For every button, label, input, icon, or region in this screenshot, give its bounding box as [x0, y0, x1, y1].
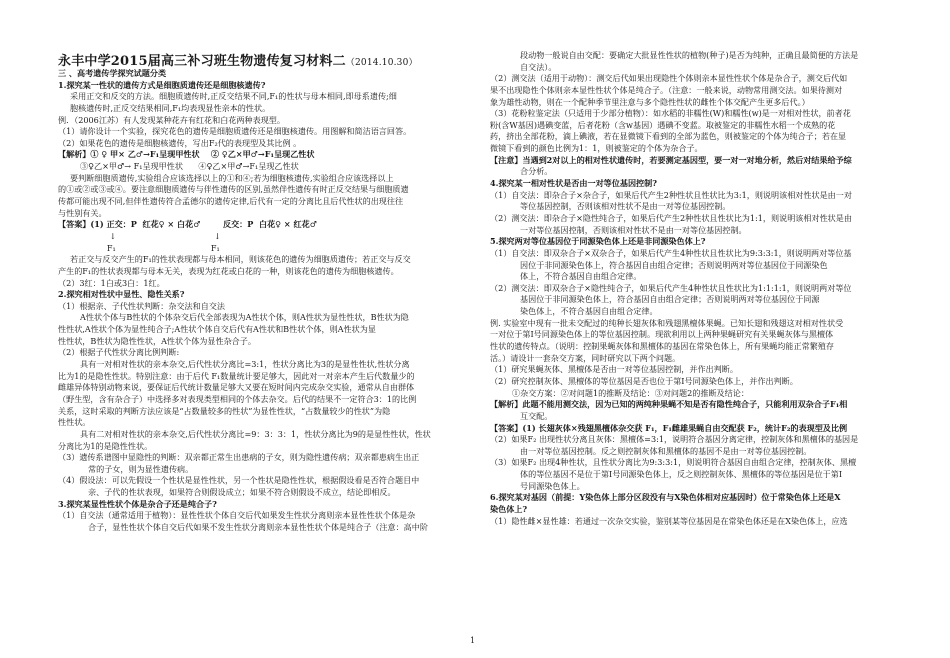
- text-line: （2）如果F₂ 出现性状分离且灰体：黑檀体=3:1，说明符合基因分离定律，控制灰体和黑檀体的基因是: [490, 434, 859, 445]
- right-text-block: [490, 50, 858, 527]
- text-line: ③♀乙×甲♂→ F₁呈现甲性状 ④♀乙×甲♂→F₁呈现乙性状: [80, 161, 299, 172]
- text-line: （2）测交法（适用于动物）：测交后代如果出现隐性个体则亲本显性性状个体是杂合子，测交后代如: [490, 73, 848, 84]
- text-line: （4）假设法：可以先假设一个性状是显性性状，另一个性状是隐性性状，根据假设看是否符合题目中: [58, 475, 420, 486]
- text-line: A性状个体与B性状的个体杂交后代全部表现为A性状个体，则A性状为显性性状，B性状为隐: [80, 312, 409, 323]
- text-line: 果不出现隐性个体则亲本显性性状个体是纯合子。（注意：一般来说，动物常用测交法。如果待测对: [490, 84, 843, 95]
- text-line: 性状的遗传特点。（说明：控制果蝇灰体和黑檀体的基因在常染色体上，所有果蝇均能正常繁殖存: [490, 341, 834, 352]
- text-line: （野生型，含有杂合子）中选择多对表现类型相同的个体去杂交。后代的结果不一定符合3：1的比例: [58, 393, 417, 404]
- text-line: 药，挤出全部花粉，滴上碘液，若在显微镜下看到的全部为蓝色，则被鉴定的个体为纯合子；若在显: [490, 131, 847, 142]
- text-line: 体的等位基因不是位于第Ⅰ号同源染色体上，反之则控制灰体、黑檀体的等位基因是位于第Ⅰ: [520, 469, 843, 480]
- text-line: 微镜下看到的颜色比例为1：1，则被鉴定的个体为杂合子。: [490, 143, 703, 154]
- text-line: 6.探究某对基因（前提：Y染色体上部分区段没有与X染色体相对应基因时）位于常染色体上还是X: [490, 492, 841, 503]
- text-line: （2）研究控制灰体、黑檀体的等位基因是否也位于第Ⅰ号同源染色体上，并作出判断。: [490, 375, 798, 386]
- text-line: 具有一对相对性状的亲本杂交,后代性状分离比=3:1，性状分离比为3的是显性性状,性状分离: [80, 359, 410, 370]
- text-line: （1）自交法（通常适用于植物）：显性性状个体自交后代如果发生性状分离则亲本显性性状个体是杂: [58, 510, 416, 521]
- text-line: 常的子女，则为显性遗传病。: [88, 463, 194, 474]
- text-line: 要判断细胞质遗传,实验组合应该选择以上的①和④;若为细胞核遗传,实验组合应该选择以上: [70, 172, 394, 183]
- text-line: 互交配。: [520, 410, 553, 421]
- title-date: （2014.10.30）: [345, 58, 418, 68]
- text-line: 与性别有关。: [58, 207, 107, 218]
- text-line: 性性状。: [58, 417, 91, 428]
- text-line: 雌雄异体特别动物来说，要保证后代统计数量足够大又要在短时间内完成杂交实验，通常从自由群体: [58, 382, 415, 393]
- text-line: 【答案】(1) 长翅灰体×残翅黑檀体杂交获 F₁，F₁雌雄果蝇自由交配获 F₂，统计F₂的表现型及比例: [490, 422, 848, 433]
- text-line: 合分析。: [520, 166, 553, 177]
- text-line: （2）根据子代性状分离比例判断:: [58, 347, 180, 358]
- text-line: 比为1的是隐性性状。特别注意：由于后代 F₁数量统计要足够大，因此对一对亲本产生后代数量少的: [58, 370, 415, 381]
- text-line: 关系，这时采取的判断方法应该是“占数量较多的性状”为显性性状，“占数量较少的性状”为隐: [58, 405, 391, 416]
- text-line: 具有二对相对性状的亲本杂交,后代性状分离比=9：3：3：1，性状分离比为9的是显性性状，性状: [80, 428, 431, 439]
- text-line: 因位于非同源染色体上，符合基因自由组合定律；否则说明两对等位基因位于同源染色: [520, 259, 828, 270]
- text-line: （2）如果花色的遗传是细胞核遗传，写出F₂代的表现型及其比例 。: [58, 137, 302, 148]
- text-line: 例．（2006江苏）有人发现某种花卉有红花和白花两种表现型。: [58, 114, 285, 125]
- text-line: 3.探究某显性性状个体是杂合子还是纯合子?: [58, 498, 217, 509]
- text-line: 分离比为1的是隐性性状。: [58, 440, 153, 451]
- text-line: 胞核遗传时,正反交结果相同,F₁均表现显性亲本的性状。: [70, 102, 271, 113]
- text-line: 例. 实验室中现有一批未交配过的纯种长翅灰体和残翅黑檀体果蝇。已知长翅和残翅这对相对性状受: [490, 317, 844, 328]
- page-title: [58, 50, 468, 69]
- text-line: 5.探究两对等位基因位于同源染色体上还是非同源染色体上?: [490, 236, 706, 247]
- text-line: （3）遗传系谱图中显隐性的判断：双亲都正常生出患病的子女，则为隐性遗传病；双亲都患病生出正: [58, 452, 420, 463]
- text-line: 由一对等位基因控制。反之则控制灰体和黑檀体的基因不是由一对等位基因控制。: [520, 445, 812, 456]
- text-line: 象为雄性动物，则在一个配种季节里注意与多个隐性性状的雌性个体交配产生更多后代。）: [490, 96, 810, 107]
- text-line: 号同源染色体上。: [520, 480, 585, 491]
- text-line: 产生的F₁的性状表现都与母本无关，表现为红花或白花的一种，则该花色的遗传为细胞核遗传。: [58, 265, 399, 276]
- text-line: 一对等位基因控制，否则该相对性状不是由一对等位基因控制。: [520, 224, 747, 235]
- text-line: （2）3红：1白或3白：1红。: [58, 277, 165, 288]
- text-line: 的①或②或③或④。要注意细胞质遗传与伴性遗传的区别,虽然伴性遗传有时正反交结果与细胞质遗: [58, 184, 409, 195]
- title-main: 永丰中学2015届高三补习班生物遗传复习材料二: [58, 54, 346, 69]
- text-line: 一对位于第Ⅰ号同源染色体上的等位基因控制。现欲利用以上两种果蝇研究有关果蝇灰体与黑檀体: [490, 329, 834, 340]
- text-line: （2）测交法：即杂合子×隐性纯合子，如果后代产生2种性状且性状比为1:1，则说明该相对性状是由: [490, 212, 852, 223]
- text-line: 2.探究相对性状中显性、隐性关系?: [58, 289, 185, 300]
- text-line: 性性状，B性状为隐性性状，A性状个体为显性杂合子。: [58, 335, 256, 346]
- text-line: 性性状,A性状个体为显性纯合子;A性状个体自交后代有A性状和B性状个体，则A性状为显: [58, 324, 376, 335]
- text-line: （1）根据亲、子代性状判断：杂交法和自交法: [58, 300, 226, 311]
- text-line: 基因位于非同源染色体上，符合基因自由组合定律；否则说明两对等位基因位于同源: [520, 294, 820, 305]
- text-line: 染色体上?: [490, 503, 528, 514]
- text-line: （2）测交法：即双杂合子×隐性纯合子，如果后代产生4种性状且性状比为1:1:1:1，则说明两对等位: [490, 282, 852, 293]
- text-line: 染色体上，不符合基因自由组合定律。: [520, 306, 658, 317]
- text-line: 4.探究某一相对性状是否由一对等位基因控制?: [490, 178, 657, 189]
- text-line: 亲、子代的性状表现，如果符合则假设成立；如果不符合则假设不成立，结论即相反。: [88, 487, 396, 498]
- text-line: 【解析】① ♀ 甲× 乙♂→F₁呈现甲性状 ② ♀乙×甲♂→F₁呈现乙性状: [58, 149, 315, 160]
- text-line: 三 、高考遗传学探究试题分类: [58, 68, 167, 78]
- text-line: （1）自交法：即杂合子×杂合子，如果后代产生2种性状且性状比为3:1，则说明该相对性状是由一对: [490, 189, 852, 200]
- text-line: ①杂交方案：②对问题1的推断及结论：③对问题2的推断及结论：: [512, 387, 749, 398]
- text-line: ↓ ↓: [58, 230, 221, 241]
- text-line: （1）请你设计一个实验，探究花色的遗传是细胞质遗传还是细胞核遗传。用图解和简洁语言回答。: [58, 126, 412, 137]
- text-line: F₁ F₁: [58, 242, 220, 253]
- text-line: 合子，显性性状个体自交后代如果不发生性状分离则亲本显性性状个体是纯合子（注意：高中阶: [88, 521, 428, 532]
- text-line: 自交法）。: [520, 61, 557, 72]
- text-line: 若正交与反交产生的F₁的性状表现都与母本相同，则该花色的遗传为细胞质遗传；若正交与反交: [70, 254, 411, 265]
- text-line: （1）研究果蝇灰体、黑檀体是否由一对等位基因控制，并作出判断。: [490, 364, 738, 375]
- left-text-block: [58, 68, 431, 534]
- text-line: 体上，不符合基因自由组合定律。: [520, 271, 642, 282]
- text-line: （3）如果F₂ 出现4种性状，且性状分离比为9:3:3:1，则说明符合基因自由组合定律，控制灰体、黑檀: [490, 457, 857, 468]
- text-line: 【解析】此题不能用测交法，因为已知的两纯种果蝇不知是否有隐性纯合子，只能利用双杂合子F₁相: [490, 399, 848, 410]
- text-line: 【注意】当遇到2对以上的相对性状遗传时，若要测定基因型，要一对一对地分析，然后对结果给予综: [490, 154, 852, 165]
- text-line: 【答案】(1) 正交：P 红花♀ × 白花♂ 反交：P 白花♀ × 红花♂: [58, 219, 317, 230]
- text-line: 粉(含W基因)遇碘变蓝，后者花粉（含w基因）遇碘不变蓝。取被鉴定的非糯性水稻一个成熟的花: [490, 119, 836, 130]
- text-line: 段动物一般说自由交配：要确定大批显性性状的植物(种子)是否为纯种，正确且最简便的方法是: [520, 50, 859, 60]
- text-line: 活。）请设计一套杂交方案，同时研究以下两个问题。: [490, 352, 681, 363]
- text-line: （3）花粉粒鉴定法（只适用于少部分植物）：如水稻的非糯性(W)和糯性(w)是一对相对性状，前者花: [490, 108, 851, 119]
- page-number: 1: [470, 636, 476, 645]
- text-line: 等位基因控制，否则该相对性状不是由一对等位基因控制。: [520, 201, 731, 212]
- text-line: 1.探究某一性状的遗传方式是细胞质遗传还是细胞核遗传?: [58, 79, 266, 90]
- text-line: 传都可能出现不同,但伴性遗传符合孟德尔的遗传定律,后代有一定的分离比且后代性状的出现往往: [58, 196, 404, 207]
- text-line: （1）自交法：即双杂合子×双杂合子，如果后代产生4种性状且性状比为9:3:3:1，则说明两对等位基: [490, 247, 852, 258]
- text-line: （1）隐性雌×显性雄：若通过一次杂交实验，鉴别某等位基因是在常染色体还是在X染色体上，应选: [490, 515, 848, 526]
- text-line: 采用正交和反交的方法。细胞质遗传时,正反交结果不同,F₁的性状与母本相同,即母系遗传;细: [70, 91, 397, 102]
